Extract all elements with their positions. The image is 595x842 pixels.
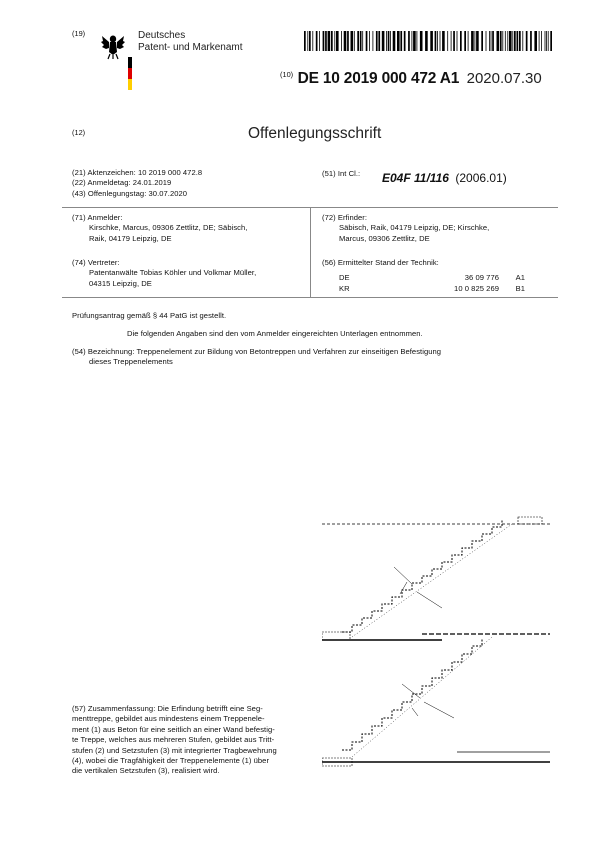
publication-number: DE 10 2019 000 472 A1 [297, 70, 460, 87]
abstract-line: (57) Zusammenfassung: Die Erfindung betrifft eine Seg- [72, 704, 263, 713]
representative-line-2: 04315 Leipzig, DE [89, 278, 152, 288]
ipc-label: (51) Int Cl.: [322, 169, 361, 178]
office-line-2: Patent- und Markenamt [138, 42, 243, 53]
federal-eagle-icon [100, 30, 126, 60]
office-line-1: Deutsches [138, 30, 186, 41]
document-type-title: Offenlegungsschrift [248, 125, 382, 142]
german-flag-stripe [128, 57, 132, 90]
applicant-block [72, 213, 247, 244]
inventor-line-1: Säbisch, Raik, 04179 Leipzig, DE; Kirschke, [339, 223, 490, 233]
prior-art-row [339, 284, 525, 295]
abstract-line: (4), wobei die Tragfähigkeit der Treppenelemente (1) über [72, 756, 270, 766]
prior-art-kind: B1 [515, 284, 525, 293]
title-line-1: (54) Bezeichnung: Treppenelement zur Bildung von Betontreppen und Verfahren zur einseitigen Befestigung [72, 347, 442, 356]
representative-block [72, 258, 256, 289]
representative-line-1: Patentanwälte Tobias Köhler und Volkmar Müller, [89, 268, 257, 278]
representative-label: (74) Vertreter: [72, 258, 120, 267]
filing-date: (22) Anmeldetag: 24.01.2019 [72, 178, 172, 188]
applicant-line-1: Kirschke, Marcus, 09306 Zettlitz, DE; Säbisch, [89, 223, 248, 233]
applicant-label: (71) Anmelder: [72, 213, 123, 222]
prior-art-kind: A1 [515, 273, 525, 282]
ipc-classification [382, 169, 507, 187]
source-note: Die folgenden Angaben sind den vom Anmelder eingereichten Unterlagen entnommen. [127, 329, 423, 338]
title-line-2: dieses Treppenelements [89, 357, 173, 367]
barcode [304, 31, 552, 51]
application-number: (21) Aktenzeichen: 10 2019 000 472.8 [72, 168, 203, 177]
prior-art-label: (56) Ermittelter Stand der Technik: [322, 258, 439, 267]
publication-line [280, 70, 542, 88]
inventor-line-2: Marcus, 09306 Zettlitz, DE [339, 233, 430, 243]
abstract [72, 704, 308, 777]
staircase-drawing [322, 512, 550, 774]
inid-code-10: (10) [280, 70, 294, 79]
prior-art-number: 10 0 825 269 [454, 284, 499, 293]
abstract-line: die vertikalen Setzstufen (3), realisiert wird. [72, 766, 220, 776]
prior-art-row [339, 273, 525, 284]
abstract-line: menttreppe, gebildet aus mindestens einem Treppenele- [72, 714, 265, 724]
inventor-block [322, 213, 489, 244]
filing-data [72, 168, 202, 199]
publication-date: 2020.07.30 [466, 70, 542, 87]
examination-note: Prüfungsantrag gemäß § 44 PatG ist gestellt. [72, 311, 227, 320]
prior-art-country: KR [339, 284, 350, 293]
abstract-line: te Treppe, welches aus mehreren Stufen, gebildet aus Tritt- [72, 735, 275, 745]
prior-art-number: 36 09 776 [464, 273, 499, 282]
abstract-line: stufen (2) und Setzstufen (3) mit integrierter Tragbewehrung [72, 745, 277, 755]
invention-title [72, 347, 542, 368]
inid-code-19: (19) [72, 29, 86, 38]
ipc-version: (2006.01) [455, 171, 507, 185]
prior-art-table [339, 273, 525, 295]
abstract-line: ment (1) aus Beton für eine seitlich an einer Wand befestig- [72, 724, 275, 734]
inventor-label: (72) Erfinder: [322, 213, 368, 222]
ipc-class: E04F 11/116 [382, 171, 449, 185]
applicant-line-2: Raik, 04179 Leipzig, DE [89, 233, 172, 243]
publication-day: (43) Offenlegungstag: 30.07.2020 [72, 188, 188, 198]
inid-code-12: (12) [72, 128, 86, 137]
prior-art-country: DE [339, 273, 350, 282]
patent-office-name [138, 30, 243, 54]
prior-art-block [322, 258, 439, 268]
